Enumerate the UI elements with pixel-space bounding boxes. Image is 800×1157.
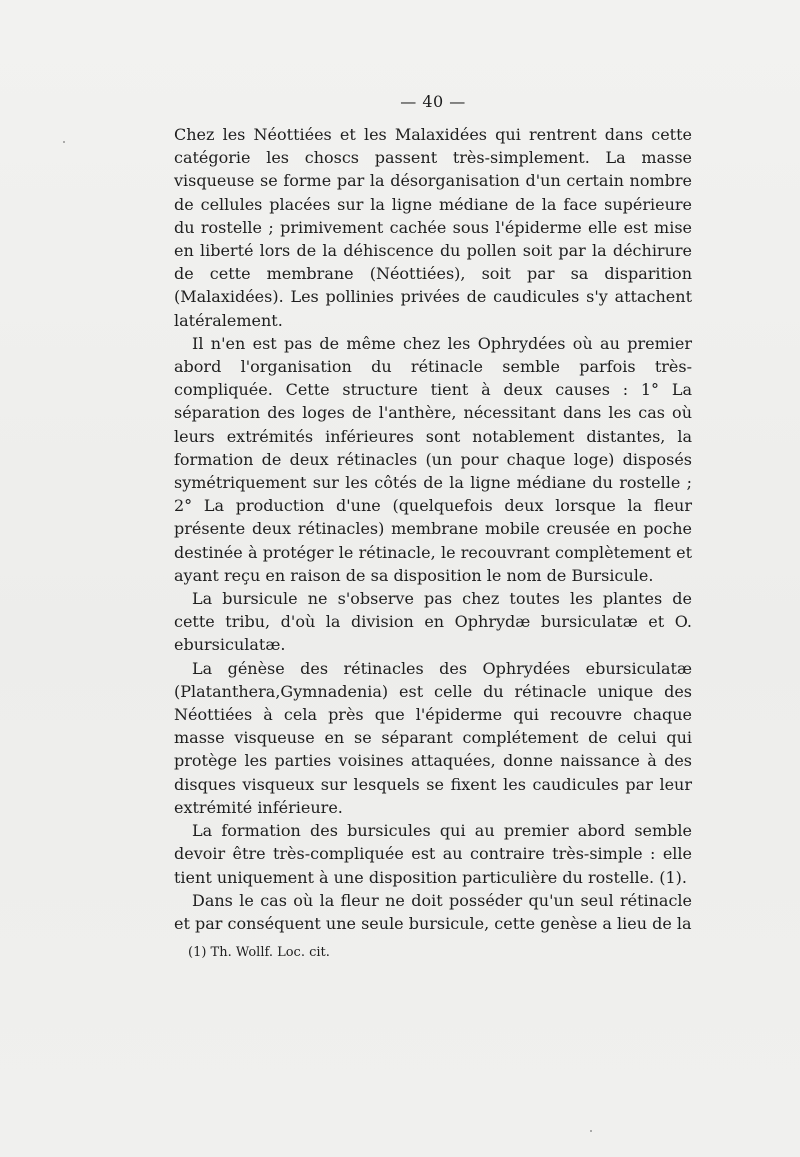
paper-speck (590, 1130, 592, 1132)
body-text (174, 123, 692, 935)
paragraph-2: Il n'en est pas de même chez les Ophrydées où au premier abord l'organisation du rétinacle semble parfois très-compliquée. Cette structure tient à deux causes : 1° La séparation des loges de l'anthère, nécessitant dans les cas où leurs extrémités inférieures sont notablement distantes, la formation de deux rétinacles (un pour chaque loge) disposés symétriquement sur les côtés de la ligne médiane du rostelle ; 2° La production d'une (quelquefois deux lorsque la fleur présente deux rétinacles) membrane mobile creusée en poche destinée à protéger le rétinacle, le recouvrant complètement et ayant reçu en raison de sa disposition le nom de Bursicule. (174, 333, 692, 585)
paragraph-1: Chez les Néottiées et les Malaxidées qui rentrent dans cette catégorie les choscs passent très-simplement. La masse visqueuse se forme par la désorganisation d'un certain nombre de cellules placées sur la ligne médiane de la face supérieure du rostelle ; primivement cachée sous l'épiderme elle est mise en liberté lors de la déhiscence du pollen soit par la déchirure de cette membrane (Néottiées), soit par sa disparition (Malaxidées). Les pollinies privées de caudicules s'y attachent latéralement. (174, 125, 692, 330)
paragraph-3: La bursicule ne s'observe pas chez toutes les plantes de cette tribu, d'où la division en Ophrydæ bursiculatæ et O. ebursiculatæ. (174, 589, 692, 655)
paragraph-6: Dans le cas où la fleur ne doit posséder qu'un seul rétinacle et par conséquent une seule bursicule, cette genèse a lieu de la (174, 890, 692, 933)
paper-speck (63, 141, 65, 143)
paragraph-5: La formation des bursicules qui au premier abord semble devoir être très-compliquée est au contraire très-simple : elle tient uniquement à une disposition particulière du rostelle. (1). (174, 821, 692, 887)
footnote: (1) Th. Wollf. Loc. cit. (188, 945, 330, 961)
paragraph-4: La génèse des rétinacles des Ophrydées ebursiculatæ (Platanthera,Gymnadenia) est celle du rétinacle unique des Néottiées à cela près que l'épiderme qui recouvre chaque masse visqueuse en se séparant complétement de celui qui protège les parties voisines attaquées, donne naissance à des disques visqueux sur lesquels se fixent les caudicules par leur extrémité inférieure. (174, 658, 692, 817)
page-number-header: — 40 — (400, 92, 466, 111)
